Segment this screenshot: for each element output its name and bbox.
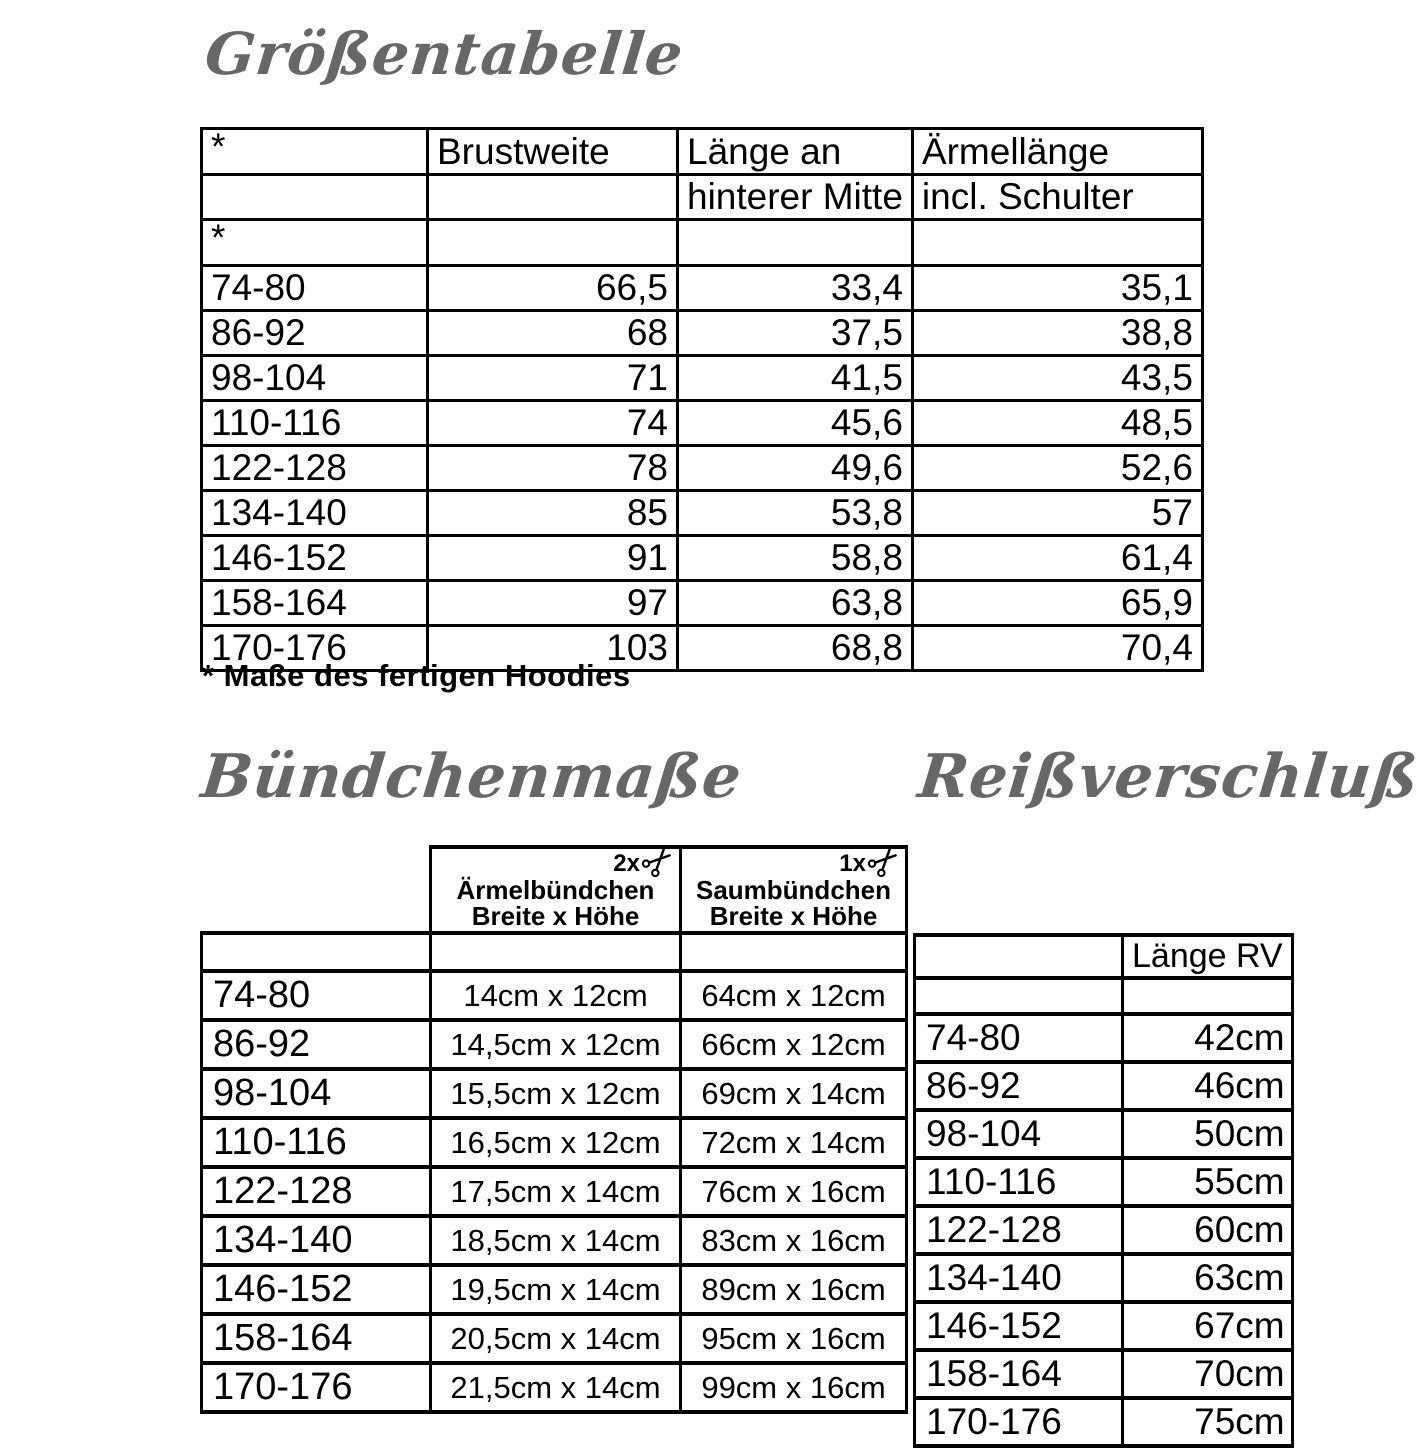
table-row — [202, 491, 1203, 536]
table-row — [202, 1167, 907, 1216]
table-cell: 97 — [428, 581, 678, 626]
table-cell: 63,8 — [678, 581, 913, 626]
zipper-table-header-row — [915, 935, 1293, 978]
table-cell: 134-140 — [915, 1254, 1123, 1302]
table-cell: 58,8 — [678, 536, 913, 581]
col-header-laenge-line1: Länge an — [678, 129, 913, 175]
empty-spacer-row — [915, 978, 1293, 1014]
table-cell: 74-80 — [202, 266, 428, 311]
table-cell: 91 — [428, 536, 678, 581]
table-cell: 14,5cm x 12cm — [431, 1020, 681, 1069]
table-cell: 98-104 — [915, 1110, 1123, 1158]
table-cell: 158-164 — [202, 1314, 431, 1363]
table-cell: 69cm x 14cm — [681, 1069, 907, 1118]
table-row — [915, 1398, 1293, 1446]
table-cell: 16,5cm x 12cm — [431, 1118, 681, 1167]
page-title: Größentabelle — [202, 20, 687, 88]
table-row — [202, 536, 1203, 581]
col-header-aermellaenge-line1: Ärmellänge — [912, 129, 1202, 175]
empty-cell — [431, 933, 681, 971]
table-cell: 98-104 — [202, 356, 428, 401]
table-cell: 170-176 — [915, 1398, 1123, 1446]
table-cell: 76cm x 16cm — [681, 1167, 907, 1216]
table-cell: 158-164 — [915, 1350, 1123, 1398]
table-cell: 41,5 — [678, 356, 913, 401]
table-row — [202, 1363, 907, 1412]
table-cell: 98-104 — [202, 1069, 431, 1118]
table-row — [202, 311, 1203, 356]
empty-cell — [202, 933, 431, 971]
table-cell: 83cm x 16cm — [681, 1216, 907, 1265]
table-cell: 60cm — [1123, 1206, 1293, 1254]
table-cell: 68,8 — [678, 626, 913, 671]
cut-count: 2x — [613, 850, 640, 877]
size-table — [200, 127, 1204, 672]
table-cell: 78 — [428, 446, 678, 491]
table-cell: 110-116 — [915, 1158, 1123, 1206]
table-row — [202, 1265, 907, 1314]
table-row — [202, 971, 907, 1020]
table-cell: 21,5cm x 14cm — [431, 1363, 681, 1412]
table-cell: 15,5cm x 12cm — [431, 1069, 681, 1118]
table-cell: 146-152 — [202, 536, 428, 581]
cuff-column-dims: Breite x Höhe — [471, 901, 640, 931]
table-cell: 20,5cm x 14cm — [431, 1314, 681, 1363]
empty-cell — [678, 220, 913, 266]
table-cell: 68 — [428, 311, 678, 356]
col-header-brustweite: Brustweite — [428, 129, 678, 175]
table-cell: 48,5 — [912, 401, 1202, 446]
table-row — [202, 1020, 907, 1069]
cut-count-line — [436, 851, 675, 877]
table-cell: 49,6 — [678, 446, 913, 491]
table-cell: 45,6 — [678, 401, 913, 446]
table-row — [202, 1069, 907, 1118]
table-cell: 74 — [428, 401, 678, 446]
empty-cell — [915, 935, 1123, 978]
table-row — [202, 446, 1203, 491]
table-row — [915, 1350, 1293, 1398]
table-row — [202, 1216, 907, 1265]
size-table-header-row-2 — [202, 175, 1203, 220]
table-row — [202, 1118, 907, 1167]
table-cell: 110-116 — [202, 401, 428, 446]
table-cell: 72cm x 14cm — [681, 1118, 907, 1167]
table-cell: 122-128 — [202, 446, 428, 491]
table-cell: 18,5cm x 14cm — [431, 1216, 681, 1265]
cut-count-line — [686, 851, 901, 877]
table-cell: 122-128 — [202, 1167, 431, 1216]
table-row — [915, 1206, 1293, 1254]
col-header-laenge-line2: hinterer Mitte — [678, 175, 913, 220]
zipper-table — [913, 933, 1294, 1448]
ghost-cell — [202, 847, 431, 933]
table-cell: 42cm — [1123, 1014, 1293, 1062]
cuff-table — [200, 845, 908, 1414]
zipper-section-title: Reißverschluß — [915, 742, 1422, 812]
table-cell: 38,8 — [912, 311, 1202, 356]
table-cell: 86-92 — [202, 1020, 431, 1069]
table-cell: 122-128 — [915, 1206, 1123, 1254]
table-cell: 170-176 — [202, 626, 428, 671]
cuff-column-dims: Breite x Höhe — [709, 901, 878, 931]
table-cell: 50cm — [1123, 1110, 1293, 1158]
table-row — [915, 1254, 1293, 1302]
table-cell: 19,5cm x 14cm — [431, 1265, 681, 1314]
table-cell: 63cm — [1123, 1254, 1293, 1302]
table-cell: 70cm — [1123, 1350, 1293, 1398]
cuff-column-name: Ärmelbündchen — [456, 875, 655, 905]
empty-cell — [428, 175, 678, 220]
empty-cell — [681, 933, 907, 971]
table-cell: 57 — [912, 491, 1202, 536]
table-cell: 17,5cm x 14cm — [431, 1167, 681, 1216]
table-row — [915, 1110, 1293, 1158]
table-row — [915, 1014, 1293, 1062]
table-cell: 146-152 — [202, 1265, 431, 1314]
table-cell: 75cm — [1123, 1398, 1293, 1446]
asterisk-mark: * — [202, 220, 428, 266]
col-header-aermelbuendchen — [431, 847, 681, 933]
table-cell: 89cm x 16cm — [681, 1265, 907, 1314]
table-cell: 146-152 — [915, 1302, 1123, 1350]
col-header-saumbuendchen — [681, 847, 907, 933]
cuff-column-name: Saumbündchen — [695, 875, 891, 905]
asterisk-mark: * — [202, 129, 428, 175]
table-cell: 55cm — [1123, 1158, 1293, 1206]
table-cell: 99cm x 16cm — [681, 1363, 907, 1412]
table-cell: 52,6 — [912, 446, 1202, 491]
cut-count: 1x — [839, 850, 866, 877]
table-row — [202, 356, 1203, 401]
table-cell: 37,5 — [678, 311, 913, 356]
empty-cell — [912, 220, 1202, 266]
table-row — [202, 266, 1203, 311]
table-cell: 86-92 — [202, 311, 428, 356]
table-cell: 71 — [428, 356, 678, 401]
table-cell: 74-80 — [915, 1014, 1123, 1062]
table-row — [915, 1062, 1293, 1110]
cuff-section-title: Bündchenmaße — [198, 742, 746, 812]
table-cell: 67cm — [1123, 1302, 1293, 1350]
table-cell: 35,1 — [912, 266, 1202, 311]
table-row — [915, 1302, 1293, 1350]
table-cell: 110-116 — [202, 1118, 431, 1167]
empty-cell — [915, 978, 1123, 1014]
footnote: * Maße des fertigen Hoodies — [202, 658, 631, 693]
table-cell: 33,4 — [678, 266, 913, 311]
table-cell: 61,4 — [912, 536, 1202, 581]
col-header-laenge-rv: Länge RV — [1123, 935, 1293, 978]
empty-cell — [202, 175, 428, 220]
empty-cell — [1123, 978, 1293, 1014]
table-cell: 64cm x 12cm — [681, 971, 907, 1020]
table-cell: 66cm x 12cm — [681, 1020, 907, 1069]
table-cell: 14cm x 12cm — [431, 971, 681, 1020]
table-cell: 46cm — [1123, 1062, 1293, 1110]
size-table-header-row-1 — [202, 129, 1203, 175]
table-cell: 134-140 — [202, 491, 428, 536]
table-row — [915, 1158, 1293, 1206]
table-cell: 65,9 — [912, 581, 1202, 626]
table-row — [202, 401, 1203, 446]
table-cell: 95cm x 16cm — [681, 1314, 907, 1363]
table-cell: 86-92 — [915, 1062, 1123, 1110]
table-cell: 53,8 — [678, 491, 913, 536]
size-table-header-row-3 — [202, 220, 1203, 266]
col-header-aermellaenge-line2: incl. Schulter — [912, 175, 1202, 220]
table-cell: 103 — [428, 626, 678, 671]
table-cell: 158-164 — [202, 581, 428, 626]
table-cell: 170-176 — [202, 1363, 431, 1412]
table-cell: 43,5 — [912, 356, 1202, 401]
table-cell: 85 — [428, 491, 678, 536]
table-cell: 134-140 — [202, 1216, 431, 1265]
table-row — [202, 581, 1203, 626]
cuff-table-header-row — [202, 847, 907, 933]
empty-cell — [428, 220, 678, 266]
empty-spacer-row — [202, 933, 907, 971]
table-cell: 74-80 — [202, 971, 431, 1020]
table-cell: 66,5 — [428, 266, 678, 311]
table-cell: 70,4 — [912, 626, 1202, 671]
table-row — [202, 1314, 907, 1363]
